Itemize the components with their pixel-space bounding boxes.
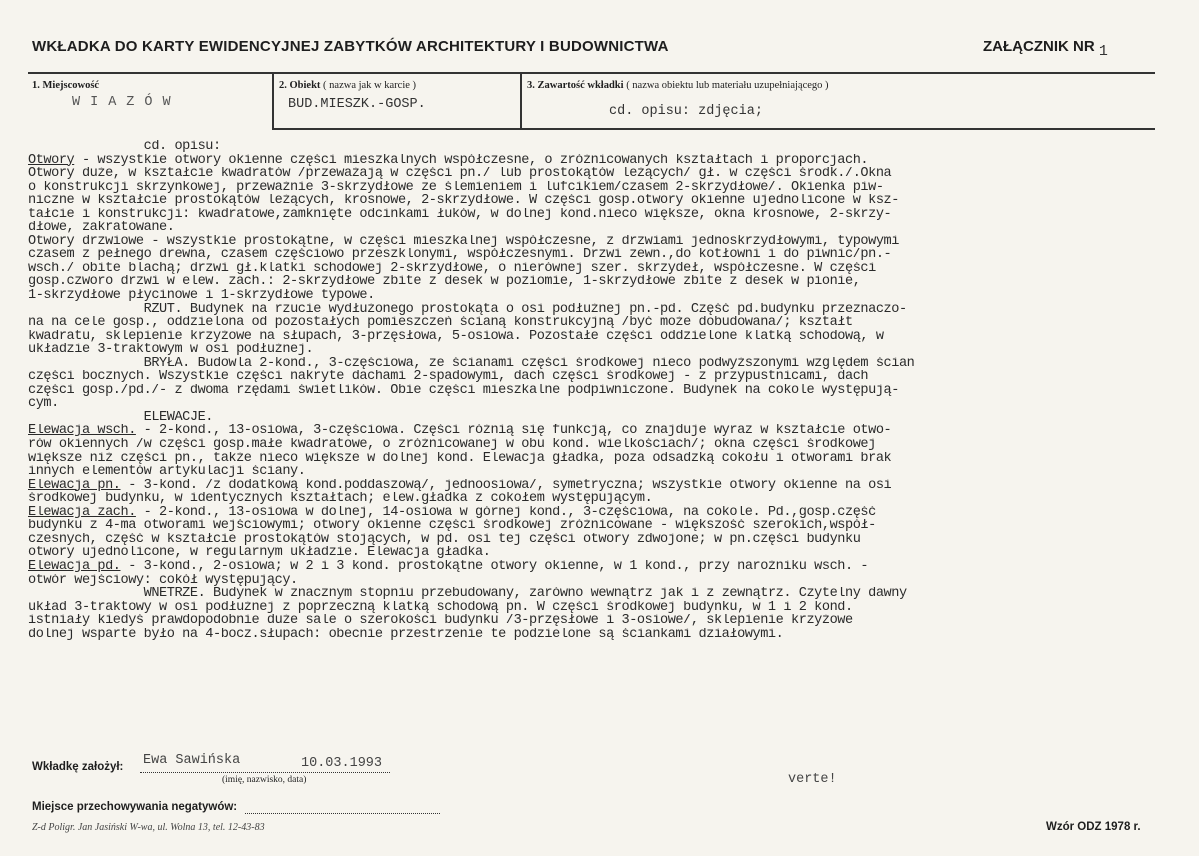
line-text: gosp.czworo drzwi w elew. zach.: 2-skrzydłowe zbite z desek w poziomie, 1-skrzydłowe zbite z desek w pionie, — [28, 275, 861, 290]
field-box-top-rule — [28, 72, 1155, 74]
line-text: układ 3-traktowy w osi podłużnej z poprzeczną klatką schodową pn. W części środkowej budynku, w 1 i 2 kond. — [28, 600, 853, 615]
line-text: budynku z 4-ma otworami wejściowymi; otwory okienne części środkowej zróżnicowane - większość szerokich,współ- — [28, 519, 876, 533]
text-line — [28, 181, 1193, 195]
text-line — [28, 465, 1193, 479]
field-box-bottom-rule — [272, 128, 1155, 130]
text-line — [28, 248, 1193, 262]
author-label: Wkładkę założył: — [32, 761, 124, 773]
author-dotted-line — [140, 772, 390, 773]
line-text: czesnych, część w kształcie prostokątów stojących, w pd. osi tej części otwory zdwojone; w pn.części budynku — [28, 532, 861, 547]
line-text: - 3-kond., 2-osiowa; w 2 i 3 kond. prostokątne otwory okienne, w 1 kond., przy narożniku wsch. - — [120, 559, 869, 574]
line-text: na na cele gosp., oddzielona od pozostałych pomieszczeń ścianą konstrukcyjną /być może dobudowana/; kształt — [28, 316, 853, 330]
text-line — [28, 601, 1193, 615]
text-line — [28, 140, 1193, 154]
author-hint: (imię, nazwisko, data) — [222, 775, 307, 785]
section-heading: Elewacja pn. — [28, 478, 121, 493]
text-line — [28, 167, 1193, 181]
object-label: 2. Obiekt ( nazwa jak w karcie ) — [279, 80, 417, 91]
line-text: - 2-kond., 13-osiowa w dolnej, 14-osiowa w górnej kond., 3-częściowa, na cokole. Pd.,gosp.część — [135, 505, 876, 520]
card-title: WKŁADKA DO KARTY EWIDENCYJNEJ ZABYTKÓW ARCHITEKTURY I BUDOWNICTWA — [32, 38, 669, 55]
text-line — [28, 330, 1193, 344]
text-line — [28, 519, 1193, 533]
line-text: kwadratu, sklepienie krzyżowe na słupach, 3-przęsłowa, 5-osiowa. Pozostałe części oddzielone klatką schodową, w — [28, 329, 884, 344]
object-value: BUD.MIESZK.-GOSP. — [288, 97, 426, 112]
attachment-number — [983, 38, 1108, 60]
line-text: ELEWACJE. — [143, 410, 213, 425]
text-line — [28, 614, 1193, 628]
attachment-number-value: 1 — [1098, 43, 1108, 60]
line-text: cd. opisu: — [143, 140, 221, 154]
text-line — [28, 546, 1193, 560]
text-line — [28, 452, 1193, 466]
text-line — [28, 533, 1193, 547]
text-line — [28, 262, 1193, 276]
text-line — [28, 208, 1193, 222]
text-line — [28, 303, 1193, 317]
line-text: otwór wejściowy: cokół występujący. — [28, 573, 298, 588]
line-text: istniały kiedyś prawdopodobnie duże sale o szerokości budynku /3-przęsłowe i 3-osiowe/, sklepienie krzyżowe — [28, 614, 853, 628]
locality-label: 1. Miejscowość — [32, 80, 100, 91]
negatives-label: Miejsce przechowywania negatywów: — [32, 801, 238, 813]
line-text: otwory ujednolicone, w regularnym układzie. Elewacja gładka. — [28, 546, 491, 560]
author-date: 10.03.1993 — [301, 756, 383, 771]
section-heading: Elewacja zach. — [28, 505, 136, 520]
line-text: niczne w kształcie prostokątów leżących, krosnowe, 2-skrzydłowe. W części gosp.otwory okienne ujednolicone w ksz- — [28, 194, 899, 208]
line-text: środkowej budynku, w identycznych kształtach; elew.gładka z cokołem występującym. — [28, 492, 653, 506]
line-text: innych elementów artykulacji ściany. — [28, 465, 306, 479]
field-divider-2 — [520, 72, 522, 129]
text-line — [28, 370, 1193, 384]
locality-value: WIAZÓW — [72, 95, 181, 110]
text-line — [28, 424, 1193, 438]
attachment-label: ZAŁĄCZNIK NR — [983, 38, 1095, 55]
line-text: BRYŁA. Budowla 2-kond., 3-częściowa, ze ścianami części środkowej nieco podwyższonymi względem ścian — [143, 356, 915, 371]
text-line — [28, 411, 1193, 425]
line-text: - 3-kond. /z dodatkową kond.poddaszową/, jednoosiowa/, symetryczna; wszystkie otwory okienne na osi — [120, 478, 892, 493]
text-line — [28, 438, 1193, 452]
line-text: cym. — [28, 397, 59, 411]
text-line — [28, 479, 1193, 493]
text-line — [28, 221, 1193, 235]
text-line — [28, 628, 1193, 642]
line-text: większe niż części pn., także nieco większe w dolnej kond. Elewacja gładka, poza odsadzką cokołu i otworami brak — [28, 451, 892, 466]
line-text: - 2-kond., 13-osiowa, 3-częściowa. Części różnią się funkcją, co znajduje wyraz w kształcie otwo- — [135, 424, 892, 439]
text-line — [28, 587, 1193, 601]
line-text: dolnej wsparte było na 4-bocz.słupach: obecnie przestrzenie te podzielone są ściankami działowymi. — [28, 627, 784, 642]
line-text: o konstrukcji skrzynkowej, przeważnie 3-skrzydłowe ze ślemieniem i lufcikiem/czasem 2-skrzydłowe/. Okienka piw- — [28, 180, 884, 195]
section-heading: Elewacja wsch. — [28, 424, 136, 439]
line-text: układzie 3-traktowym w osi podłużnej. — [28, 343, 314, 357]
text-line — [28, 492, 1193, 506]
line-text: 1-skrzydłowe płycinowe i 1-skrzydłowe typowe. — [28, 289, 375, 303]
verte-note: verte! — [788, 772, 837, 787]
field-divider-1 — [272, 72, 274, 129]
section-heading: Otwory — [28, 153, 75, 168]
text-line — [28, 560, 1193, 574]
text-line — [28, 275, 1193, 289]
text-line — [28, 194, 1193, 208]
text-line — [28, 384, 1193, 398]
text-line — [28, 506, 1193, 520]
line-text: Otwory drzwiowe - wszystkie prostokątne, w części mieszkalnej współczesne, z drzwiami jednoskrzydłowymi, typowymi — [28, 234, 899, 249]
line-text: WNETRZE. Budynek w znacznym stopniu przebudowany, zarówno wewnątrz jak i z zewnątrz. Czytelny dawny — [143, 587, 907, 601]
line-text: części gosp./pd./- z dwoma rzędami świetlików. Obie części mieszkalne podpiwniczone. Budynek na cokole występują- — [28, 383, 899, 398]
line-text: wsch./ obite blachą; drzwi gł.klatki schodowej 2-skrzydłowe, o nierównej szer. skrzydeł, współczesne. W części — [28, 261, 876, 276]
content-label: 3. Zawartość wkładki ( nazwa obiektu lub materiału uzupełniającego ) — [527, 80, 829, 91]
line-text: części bocznych. Wszystkie części nakryte dachami 2-spadowymi, dach części środkowej - z przypustnicami, dach — [28, 370, 869, 384]
section-heading: Elewacja pd. — [28, 559, 121, 574]
text-line — [28, 343, 1193, 357]
text-line — [28, 574, 1193, 588]
form-code: Wzór ODZ 1978 r. — [1046, 821, 1141, 833]
line-text: dłowe, zakratowane. — [28, 221, 175, 235]
text-line — [28, 289, 1193, 303]
text-line — [28, 357, 1193, 371]
line-text: czasem z pełnego drewna, czasem częściowo przeszklonymi, współczesnymi. Drzwi zewn.,do kotłowni i do piwnic/pn.- — [28, 248, 892, 262]
line-text: - wszystkie otwory okienne części mieszkalnych współczesne, o zróżnicowanych kształtach i proporcjach. — [74, 153, 869, 168]
content-value: cd. opisu: zdjęcia; — [609, 104, 763, 119]
text-line — [28, 235, 1193, 249]
author-name: Ewa Sawińska — [143, 753, 241, 768]
line-text: RZUT. Budynek na rzucie wydłużonego prostokąta o osi podłużnej pn.-pd. Część pd.budynku przeznaczo- — [143, 302, 907, 317]
text-line — [28, 316, 1193, 330]
text-line — [28, 397, 1193, 411]
printer-imprint: Z-d Poligr. Jan Jasiński W-wa, ul. Wolna 13, tel. 12-43-83 — [32, 822, 265, 833]
line-text: tałcie i konstrukcji: kwadratowe,zamknięte odcinkami łuków, w dolnej kond.nieco większe, okna krosnowe, 2-skrzy- — [28, 207, 892, 222]
negatives-dotted-line — [245, 813, 440, 814]
text-line — [28, 154, 1193, 168]
line-text: Otwory duże, w kształcie kwadratów /przeważają w części pn./ lub prostokątów leżących/ gł. w części środk./.Okna — [28, 167, 892, 181]
line-text: rów okiennych /w części gosp.małe kwadratowe, o zróżnicowanej w obu kond. wielkościach/; okna części środkowej — [28, 438, 876, 452]
description-text — [28, 140, 1193, 641]
